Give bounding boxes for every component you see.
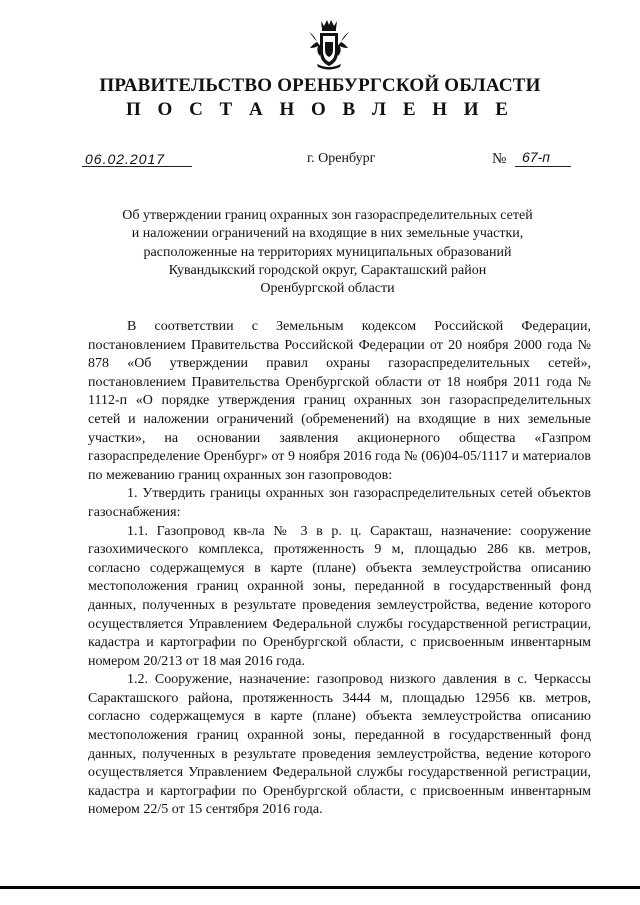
heading-line: Об утверждении границ охранных зон газораспределительных сетей (122, 208, 533, 223)
document-number: 67-п (522, 149, 550, 165)
heading-line: Кувандыкский городской округ, Саракташский район (168, 262, 487, 278)
date-underline (82, 166, 192, 167)
document-body (88, 318, 591, 820)
heading-line: и наложении ограничений на входящие в них земельные участки, (131, 226, 524, 242)
heading-line: расположенные на территориях муниципальных образований (143, 244, 512, 260)
document-city: г. Оренбург (307, 151, 376, 166)
government-title: ПРАВИТЕЛЬСТВО ОРЕНБУРГСКОЙ ОБЛАСТИ (99, 75, 541, 96)
number-underline (515, 166, 571, 167)
body-paragraph: 1.1. Газопровод кв-ла № 3 в р. ц. Саракташ, назначение: сооружение газохимического комплекса, протяженность 9 м, площадью 286 кв. метров, согласно содержащемуся в карте (плане) объекта землеустройства описанию местоположения границ охранной зоны, переданной в государственный фонд данных, полученных в результате проведения землеустройства, ведение которого осуществляется Управлением Федеральной службы государственной регистрации, кадастра и картографии по Оренбургской области, с присвоенным инвентарным номером 20/213 от 18 мая 2016 года. (88, 523, 591, 669)
document-type: П О С Т А Н О В Л Е Н И Е (126, 99, 514, 120)
document-date: 06.02.2017 (85, 151, 166, 167)
coat-of-arms-icon (307, 18, 351, 70)
body-paragraph: 1. Утвердить границы охранных зон газораспределительных сетей объектов газоснабжения: (88, 486, 591, 520)
number-label: № (492, 151, 507, 167)
body-paragraph: В соответствии с Земельным кодексом Российской Федерации, постановлением Правительства Российской Федерации от 20 ноября 2000 года № 878 «Об утверждении правил охраны газораспределительных сетей», постановлением Правительства Оренбургской области от 18 ноября 2011 года № 1112-п «О порядке утверждения границ охранных зон газораспределительных сетей и наложении ограничений (обременений) на входящие в них земельные участки», на основании заявления акционерного общества «Газпром газораспределение Оренбург» от 9 ноября 2016 года № (06)04-05/1117 и материалов по межеванию границ охранных зон газопроводов: (88, 319, 591, 483)
body-paragraph: 1.2. Сооружение, назначение: газопровод низкого давления в с. Черкассы Саракташского района, протяженность 3444 м, площадью 12956 кв. метров, согласно содержащемуся в карте (плане) объекта землеустройства описанию местоположения границ охранной зоны, переданной в государственный фонд данных, полученных в результате проведения землеустройства, ведение которого осуществляется Управлением Федеральной службы государственной регистрации, кадастра и картографии по Оренбургской области, с присвоенным инвентарным номером 22/5 от 15 сентября 2016 года. (88, 672, 591, 818)
heading-line: Оренбургской области (260, 281, 395, 297)
document-heading (110, 207, 545, 298)
page-bottom-rule (0, 886, 640, 889)
